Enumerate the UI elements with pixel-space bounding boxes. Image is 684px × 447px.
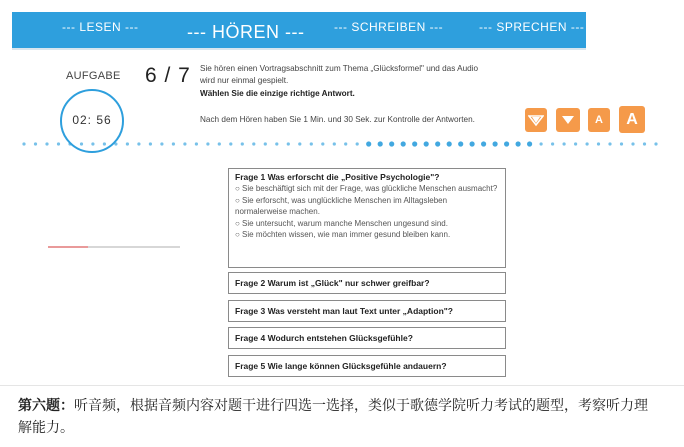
progress-dot [412,141,417,146]
progress-dot [540,142,543,145]
font-larger-button[interactable] [619,106,645,133]
progress-dot [275,142,278,145]
progress-dot [183,142,186,145]
progress-dot [206,142,209,145]
progress-dot [264,142,267,145]
progress-dot [344,142,347,145]
progress-dot [586,142,589,145]
question-4-collapsed[interactable]: Frage 4 Wodurch entstehen Glücksgefühle? [228,327,506,349]
progress-dot [45,142,48,145]
question-1-option-b[interactable]: ○ Sie erforscht, was unglückliche Menschen im Alltagsleben normalerweise machen. [235,195,448,217]
volume-down-button[interactable] [556,108,580,132]
task-counter: 6 / 7 [145,64,191,87]
progress-dot [551,142,554,145]
progress-dot [172,142,175,145]
progress-dot [80,142,83,145]
question-1-panel [228,168,506,268]
question-3-collapsed[interactable]: Frage 3 Was versteht man laut Text unter „Adaption"? [228,300,506,322]
progress-dot [287,142,290,145]
progress-dot [333,142,336,145]
tab-lesen[interactable]: --- LESEN --- [62,20,139,34]
progress-dot [137,142,140,145]
progress-dot [160,142,163,145]
progress-dot [366,141,371,146]
caption-bold: 第六题： [18,397,74,413]
progress-dot [597,142,600,145]
progress-dot [114,142,117,145]
progress-dot [563,142,566,145]
progress-dot [298,142,301,145]
progress-dot [68,142,71,145]
progress-dot [252,142,255,145]
question-1-option-a[interactable]: ○ Sie beschäftigt sich mit der Frage, was glückliche Menschen ausmacht? [235,184,498,193]
progress-dot [356,142,359,145]
progress-dot [310,142,313,145]
progress-dot [401,141,406,146]
progress-dot [321,142,324,145]
caption-divider [0,385,684,386]
font-smaller-icon: A [595,114,603,126]
progress-dot [504,141,509,146]
progress-dot [493,141,498,146]
tab-schreiben[interactable]: --- SCHREIBEN --- [334,20,444,34]
progress-dot [654,142,657,145]
progress-dot [218,142,221,145]
progress-dot [195,142,198,145]
progress-dot [149,142,152,145]
tab-sprechen[interactable]: --- SPRECHEN --- [479,20,585,34]
volume-down-icon [560,113,576,127]
nav-shadow [12,48,586,50]
progress-dot [435,141,440,146]
progress-dot [229,142,232,145]
question-1-title: Frage 1 Was erforscht die „Positive Psychologie"? [235,172,440,182]
progress-dot [608,142,611,145]
progress-dot [34,142,37,145]
progress-dot [481,141,486,146]
font-smaller-button[interactable] [588,108,610,132]
progress-dot [631,142,634,145]
audio-progress-bar [48,246,180,248]
font-larger-icon: A [626,110,638,128]
progress-dot [103,142,106,145]
volume-up-button[interactable] [525,108,547,132]
progress-dot [447,141,452,146]
instruction-line-1: Sie hören einen Vortragsabschnitt zum Thema „Glücksformel" und das Audio [200,64,479,73]
instruction-line-2: wird nur einmal gespielt. [200,76,289,85]
progress-dot [22,142,25,145]
progress-dot [574,142,577,145]
question-2-collapsed[interactable]: Frage 2 Warum ist „Glück" nur schwer greifbar? [228,272,506,294]
progress-dot [91,142,94,145]
volume-up-icon [528,113,544,127]
timer-value: 02: 56 [72,113,112,127]
progress-dot [241,142,244,145]
progress-dot [126,142,129,145]
progress-dot [527,141,532,146]
article-caption [18,394,658,438]
progress-dot [470,141,475,146]
caption-text: 听音频，根据音频内容对题干进行四选一选择，类似于歌德学院听力考试的题型，考察听力理解能力。 [18,397,648,435]
task-label: AUFGABE [66,70,121,82]
task-progress-dots [20,141,660,147]
instruction-line-3: Wählen Sie die einzige richtige Antwort. [200,89,355,98]
progress-dot [643,142,646,145]
instruction-line-4: Nach dem Hören haben Sie 1 Min. und 30 Sek. zur Kontrolle der Antworten. [200,115,475,124]
progress-dot [424,141,429,146]
progress-dot [57,142,60,145]
audio-progress-fill [48,246,88,248]
progress-dot [378,141,383,146]
tab-hoeren[interactable]: --- HÖREN --- [187,22,305,42]
question-1-option-d[interactable]: ○ Sie möchten wissen, wie man immer gesund bleiben kann. [235,230,451,240]
section-nav-bar [12,12,586,48]
progress-dot [458,141,463,146]
progress-dot [516,141,521,146]
progress-dot [389,141,394,146]
progress-dot [620,142,623,145]
question-1-option-c[interactable]: ○ Sie untersucht, warum manche Menschen ungesund sind. [235,218,448,228]
question-5-collapsed[interactable]: Frage 5 Wie lange können Glücksgefühle andauern? [228,355,506,377]
